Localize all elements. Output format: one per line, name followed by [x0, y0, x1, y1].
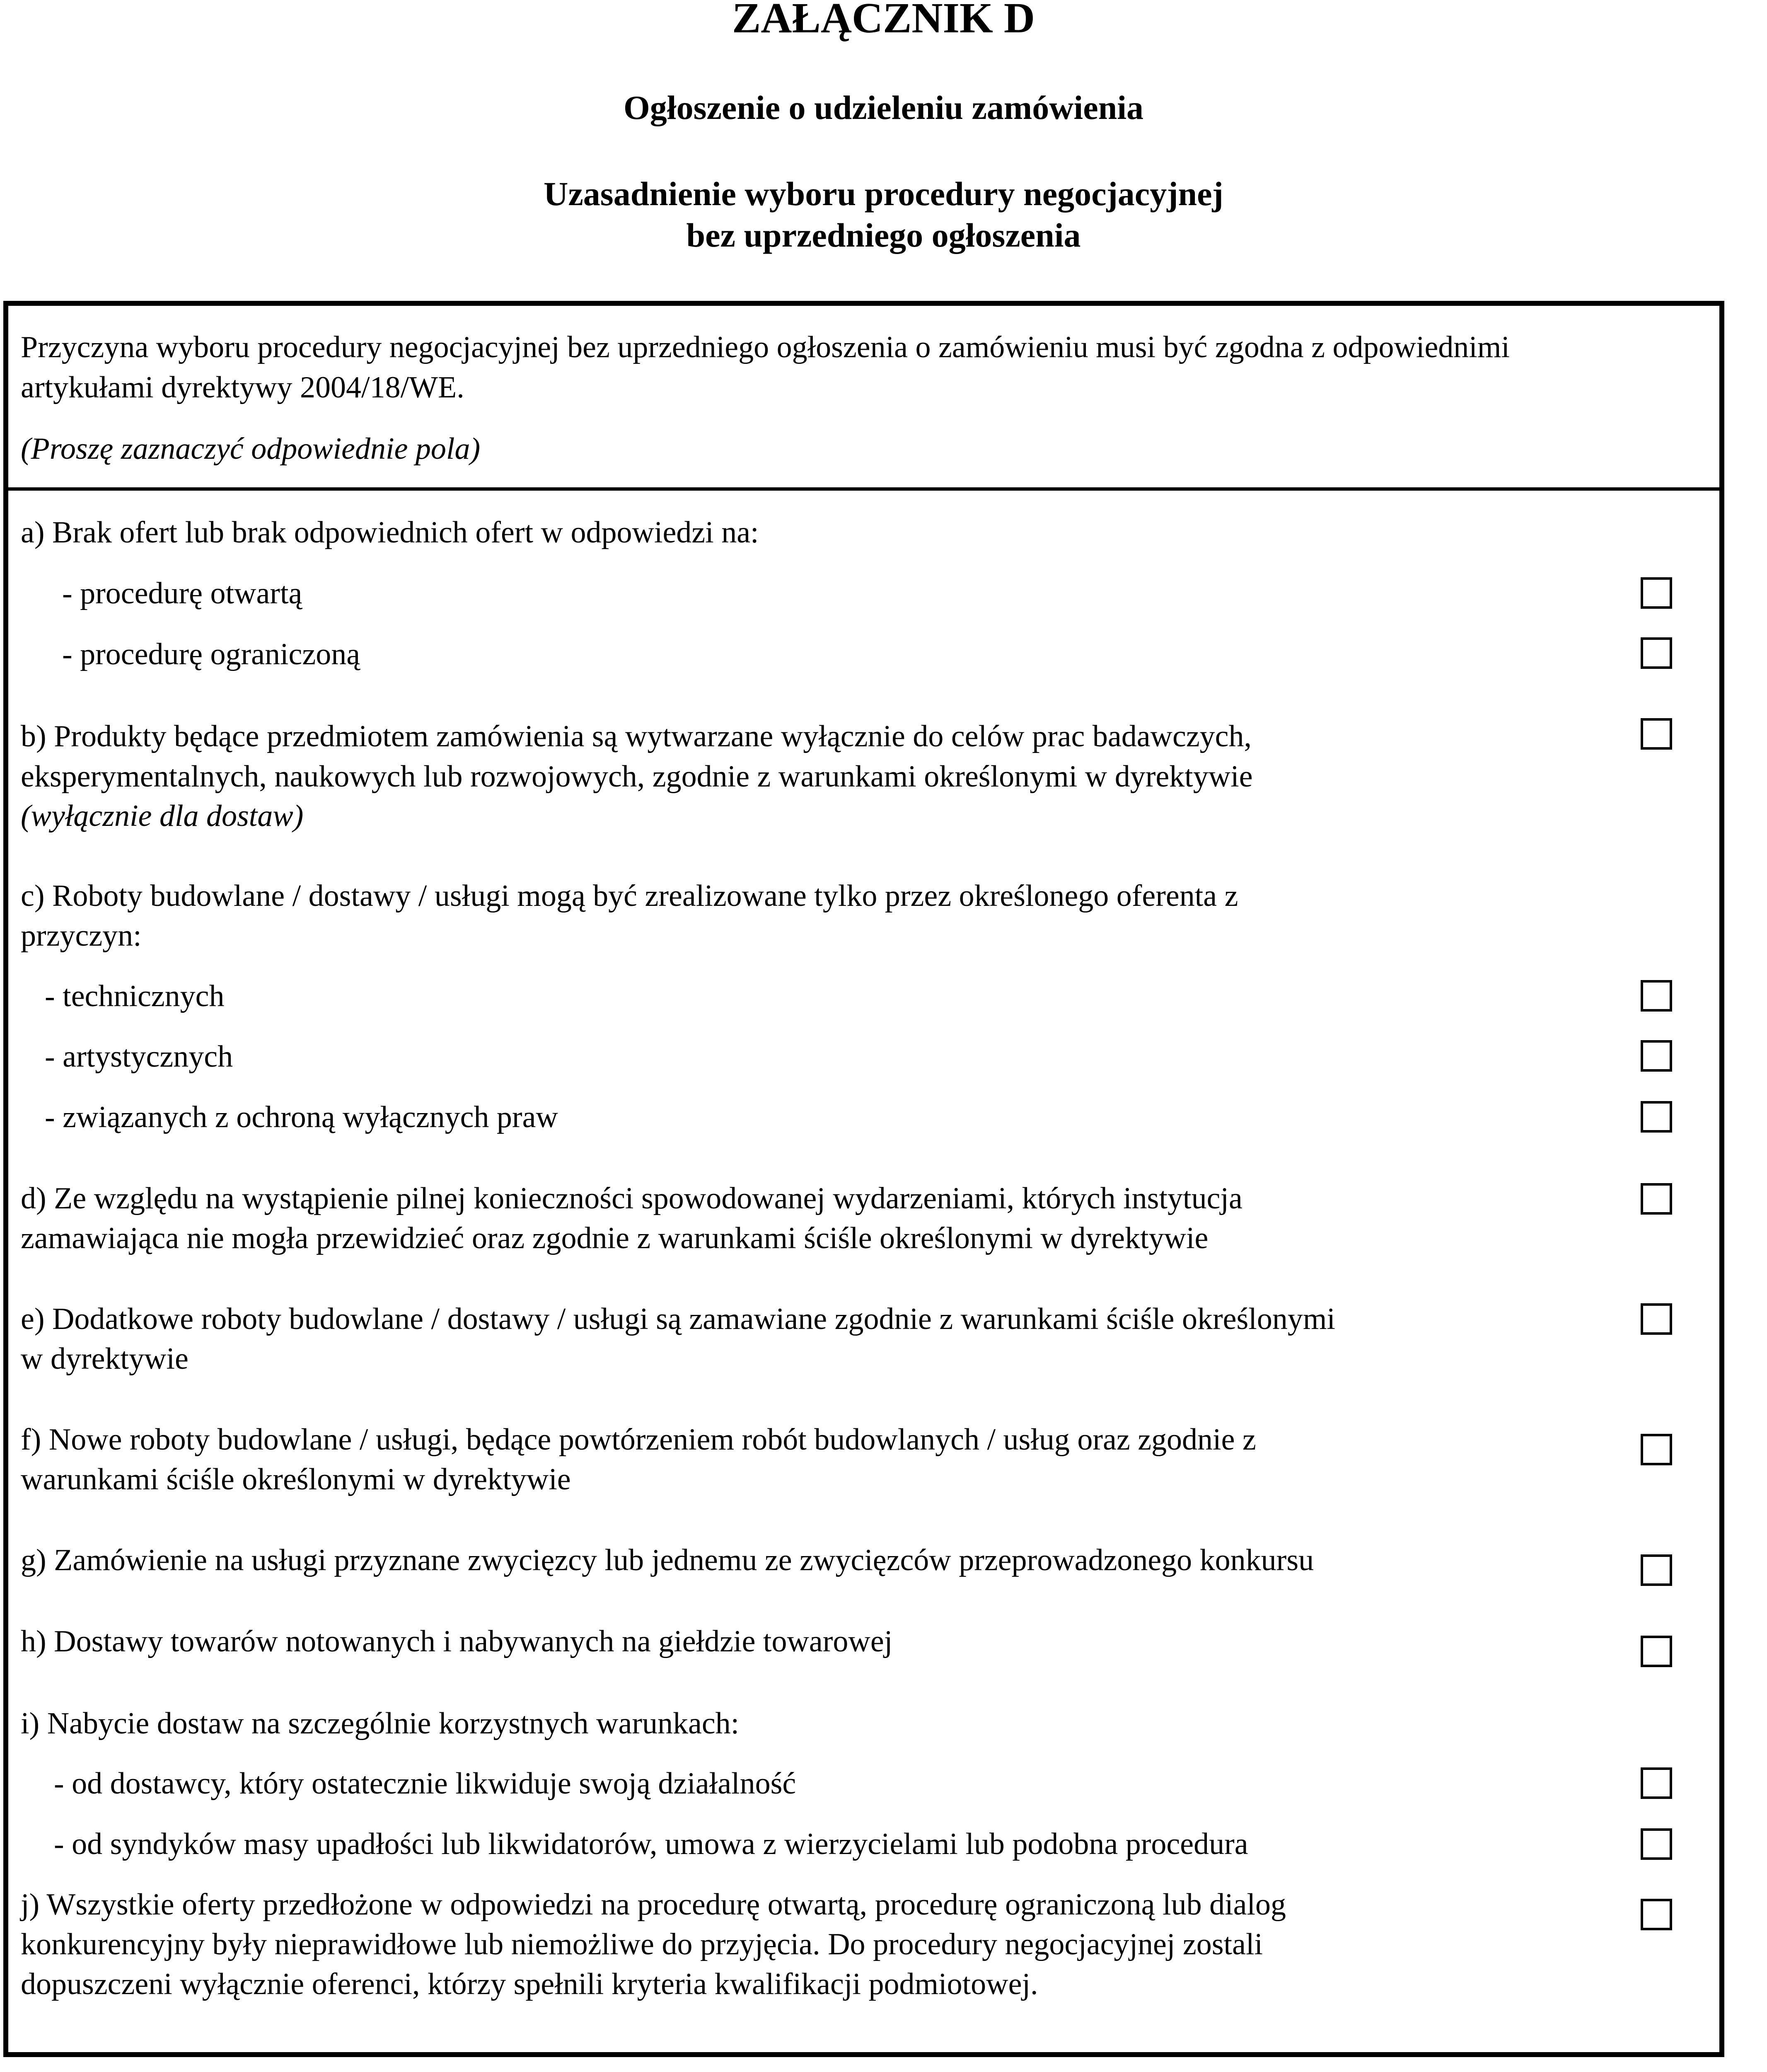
- option-i-sub1-label: - od dostawcy, który ostatecznie likwiduje swoją działalność: [54, 1767, 796, 1801]
- checkbox-c-artistic[interactable]: [1641, 1040, 1672, 1072]
- intro-text-line2: artykułami dyrektywy 2004/18/WE.: [21, 370, 464, 404]
- checkbox-e[interactable]: [1641, 1303, 1672, 1335]
- option-d-line2: zamawiająca nie mogła przewidzieć oraz zgodnie z warunkami ściśle określonymi w dyrektywie: [21, 1221, 1209, 1255]
- option-a-sub2-label: - procedurę ograniczoną: [62, 637, 360, 671]
- checkbox-c-exclusive-rights[interactable]: [1641, 1101, 1672, 1133]
- checkbox-a-restricted-procedure[interactable]: [1641, 637, 1672, 669]
- checkbox-i-receivers[interactable]: [1641, 1828, 1672, 1860]
- section-heading-line2: bez uprzedniego ogłoszenia: [686, 216, 1081, 254]
- checkbox-j[interactable]: [1641, 1899, 1672, 1930]
- option-c-line2: przyczyn:: [21, 919, 142, 953]
- option-g-line1: g) Zamówienie na usługi przyznane zwycięzcy lub jednemu ze zwycięzców przeprowadzonego konkursu: [21, 1543, 1314, 1577]
- checkbox-h[interactable]: [1641, 1636, 1672, 1667]
- checkbox-i-liquidating-supplier[interactable]: [1641, 1767, 1672, 1799]
- checkbox-d[interactable]: [1641, 1183, 1672, 1215]
- intro-divider: [3, 487, 1724, 491]
- option-e-line1: e) Dodatkowe roboty budowlane / dostawy / usługi są zamawiane zgodnie z warunkami ściśle określonymi: [21, 1302, 1335, 1336]
- option-a-label: a) Brak ofert lub brak odpowiednich ofert w odpowiedzi na:: [21, 516, 759, 549]
- intro-note: (Proszę zaznaczyć odpowiednie pola): [21, 432, 481, 466]
- option-c-sub2-label: - artystycznych: [45, 1040, 233, 1074]
- option-c-sub3-label: - związanych z ochroną wyłącznych praw: [45, 1100, 558, 1134]
- option-f-line2: warunkami ściśle określonymi w dyrektywie: [21, 1462, 571, 1496]
- notice-subtitle: Ogłoszenie o udzieleniu zamówienia: [624, 89, 1143, 126]
- section-heading-line1: Uzasadnienie wyboru procedury negocjacyjnej: [544, 175, 1223, 213]
- option-c-sub1-label: - technicznych: [45, 979, 225, 1013]
- annex-title: ZAŁĄCZNIK D: [732, 0, 1035, 42]
- option-c-line1: c) Roboty budowlane / dostawy / usługi mogą być zrealizowane tylko przez określonego oferenta z: [21, 879, 1238, 913]
- intro-text-line1: Przyczyna wyboru procedury negocjacyjnej bez uprzedniego ogłoszenia o zamówieniu musi być zgodna z odpowiednimi: [21, 330, 1510, 364]
- checkbox-g[interactable]: [1641, 1554, 1672, 1586]
- option-a-sub1-label: - procedurę otwartą: [62, 576, 302, 610]
- checkbox-f[interactable]: [1641, 1434, 1672, 1465]
- option-i-label: i) Nabycie dostaw na szczególnie korzystnych warunkach:: [21, 1706, 740, 1740]
- option-j-line1: j) Wszystkie oferty przedłożone w odpowiedzi na procedurę otwartą, procedurę ograniczoną lub dialog: [21, 1888, 1286, 1922]
- checkbox-b[interactable]: [1641, 718, 1672, 750]
- option-j-line2: konkurencyjny były nieprawidłowe lub niemożliwe do przyjęcia. Do procedury negocjacyjnej zostali: [21, 1927, 1263, 1961]
- option-f-line1: f) Nowe roboty budowlane / usługi, będące powtórzeniem robót budowlanych / usług oraz zgodnie z: [21, 1423, 1256, 1457]
- option-b-line2: eksperymentalnych, naukowych lub rozwojowych, zgodnie z warunkami określonymi w dyrektywie: [21, 760, 1253, 794]
- option-b-line3: (wyłącznie dla dostaw): [21, 799, 304, 833]
- checkbox-a-open-procedure[interactable]: [1641, 577, 1672, 609]
- option-b-line1: b) Produkty będące przedmiotem zamówienia są wytwarzane wyłącznie do celów prac badawczych,: [21, 719, 1252, 753]
- option-j-line3: dopuszczeni wyłącznie oferenci, którzy spełnili kryteria kwalifikacji podmiotowej.: [21, 1967, 1038, 2001]
- option-e-line2: w dyrektywie: [21, 1342, 189, 1376]
- option-i-sub2-label: - od syndyków masy upadłości lub likwidatorów, umowa z wierzycielami lub podobna procedura: [54, 1827, 1248, 1861]
- checkbox-c-technical[interactable]: [1641, 980, 1672, 1012]
- option-h-line1: h) Dostawy towarów notowanych i nabywanych na giełdzie towarowej: [21, 1624, 893, 1658]
- option-d-line1: d) Ze względu na wystąpienie pilnej konieczności spowodowanej wydarzeniami, których instytucja: [21, 1181, 1242, 1215]
